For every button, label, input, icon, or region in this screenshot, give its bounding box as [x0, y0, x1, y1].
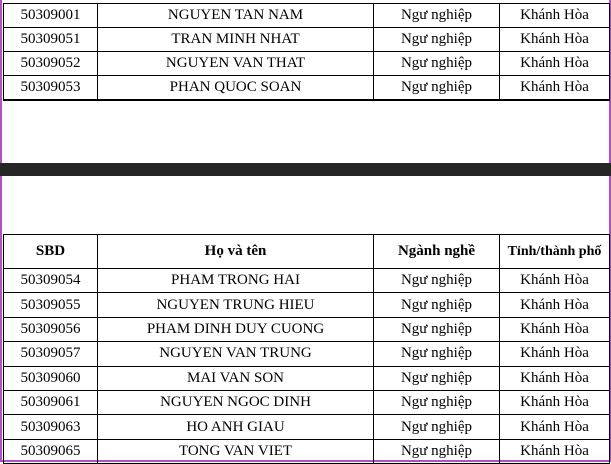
header-sbd: SBD	[4, 235, 98, 269]
table-row	[4, 4, 610, 28]
sbd-cell: 50309051	[4, 28, 98, 52]
province-cell: Khánh Hòa	[500, 28, 610, 52]
province-cell: Khánh Hòa	[500, 52, 610, 76]
major-cell: Ngư nghiệp	[374, 76, 500, 100]
table-row	[4, 415, 610, 439]
name-cell: NGUYEN TRUNG HIEU	[98, 293, 374, 317]
table-row	[4, 366, 610, 390]
name-cell: MAI VAN SON	[98, 366, 374, 390]
table-row	[4, 342, 610, 366]
candidate-table-page-1	[3, 3, 610, 101]
table-row	[4, 269, 610, 293]
sbd-cell: 50309056	[4, 317, 98, 341]
table-row	[4, 76, 610, 100]
province-cell: Khánh Hòa	[500, 342, 610, 366]
name-cell: PHAM DINH DUY CUONG	[98, 317, 374, 341]
major-cell: Ngư nghiệp	[374, 415, 500, 439]
table-header-row	[4, 235, 610, 269]
sbd-cell: 50309065	[4, 439, 98, 463]
name-cell: TRAN MINH NHAT	[98, 28, 374, 52]
major-cell: Ngư nghiệp	[374, 366, 500, 390]
name-cell: NGUYEN VAN TRUNG	[98, 342, 374, 366]
table-row	[4, 317, 610, 341]
sbd-cell: 50309055	[4, 293, 98, 317]
sbd-cell: 50309060	[4, 366, 98, 390]
header-province: Tỉnh/thành phố	[500, 235, 610, 269]
sbd-cell: 50309063	[4, 415, 98, 439]
header-name: Họ và tên	[98, 235, 374, 269]
candidate-table-page-2	[3, 234, 610, 464]
sbd-cell: 50309053	[4, 76, 98, 100]
province-cell: Khánh Hòa	[500, 415, 610, 439]
page-separator	[0, 163, 611, 176]
major-cell: Ngư nghiệp	[374, 28, 500, 52]
major-cell: Ngư nghiệp	[374, 317, 500, 341]
table-row	[4, 390, 610, 414]
sbd-cell: 50309057	[4, 342, 98, 366]
province-cell: Khánh Hòa	[500, 439, 610, 463]
province-cell: Khánh Hòa	[500, 366, 610, 390]
province-cell: Khánh Hòa	[500, 4, 610, 28]
name-cell: HO ANH GIAU	[98, 415, 374, 439]
name-cell: NGUYEN NGOC DINH	[98, 390, 374, 414]
sbd-cell: 50309061	[4, 390, 98, 414]
name-cell: NGUYEN TAN NAM	[98, 4, 374, 28]
header-major: Ngành nghề	[374, 235, 500, 269]
major-cell: Ngư nghiệp	[374, 342, 500, 366]
name-cell: TONG VAN VIET	[98, 439, 374, 463]
name-cell: NGUYEN VAN THAT	[98, 52, 374, 76]
table-row	[4, 52, 610, 76]
page-frame-left	[0, 0, 2, 462]
major-cell: Ngư nghiệp	[374, 52, 500, 76]
table-row	[4, 28, 610, 52]
name-cell: PHAN QUOC SOAN	[98, 76, 374, 100]
province-cell: Khánh Hòa	[500, 390, 610, 414]
province-cell: Khánh Hòa	[500, 76, 610, 100]
major-cell: Ngư nghiệp	[374, 293, 500, 317]
major-cell: Ngư nghiệp	[374, 269, 500, 293]
sbd-cell: 50309052	[4, 52, 98, 76]
major-cell: Ngư nghiệp	[374, 390, 500, 414]
province-cell: Khánh Hòa	[500, 293, 610, 317]
province-cell: Khánh Hòa	[500, 269, 610, 293]
sbd-cell: 50309054	[4, 269, 98, 293]
table-row	[4, 293, 610, 317]
province-cell: Khánh Hòa	[500, 317, 610, 341]
major-cell: Ngư nghiệp	[374, 4, 500, 28]
sbd-cell: 50309001	[4, 4, 98, 28]
table-row	[4, 439, 610, 463]
name-cell: PHAM TRONG HAI	[98, 269, 374, 293]
major-cell: Ngư nghiệp	[374, 439, 500, 463]
